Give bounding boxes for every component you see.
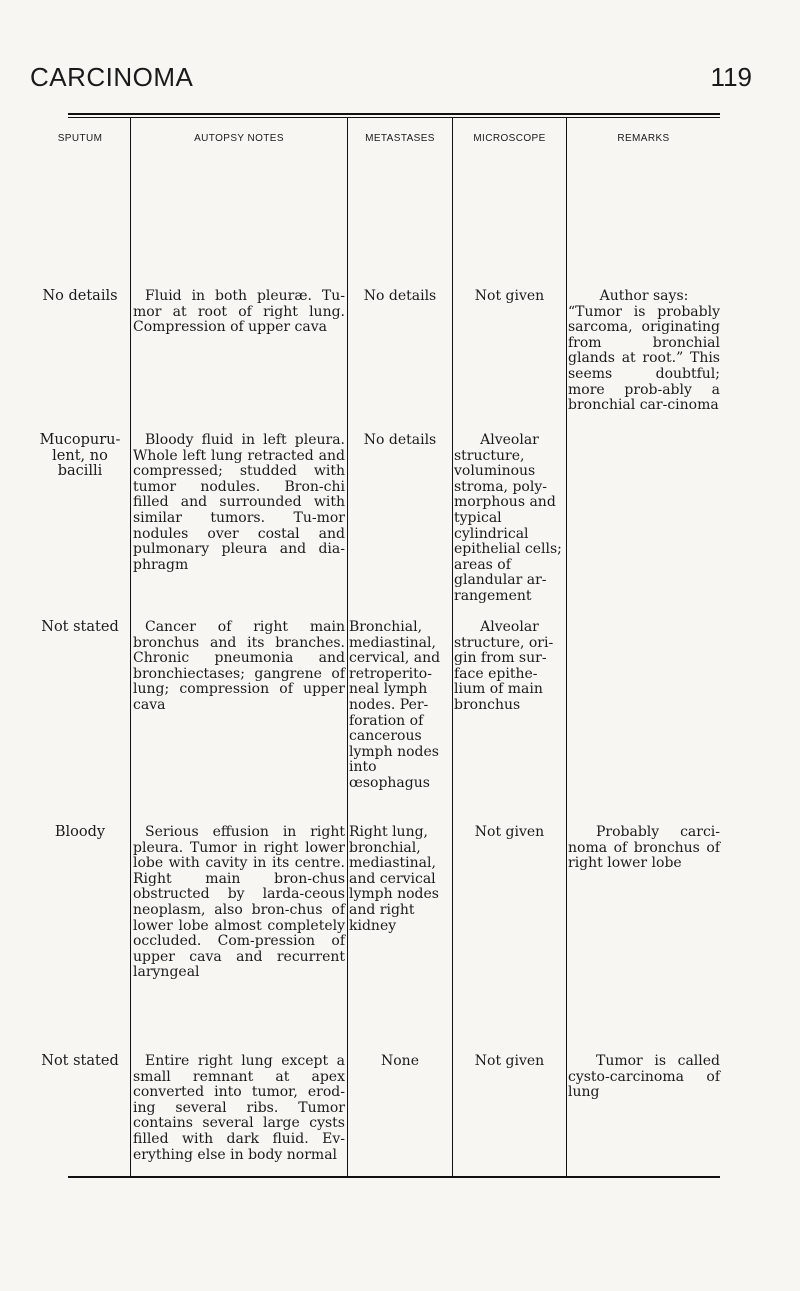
microscope-cell: Not given: [474, 288, 545, 304]
column-divider: [566, 118, 567, 1176]
metastases-cell: None: [381, 1053, 419, 1069]
column-divider: [452, 118, 453, 1176]
column-header-metastases: METASTASES: [365, 133, 435, 144]
page-header: [30, 62, 752, 102]
page-number: 119: [710, 62, 752, 92]
microscope-cell: Not given: [474, 824, 545, 840]
microscope-text: structure, ori-gin from sur-face epithe-lium of main bronchus: [454, 634, 554, 713]
microscope-cell: [454, 620, 565, 714]
sputum-cell: Not stated: [41, 619, 119, 635]
microscope-heading: Alveolar: [480, 619, 539, 635]
table-bottom-rule: [68, 1176, 720, 1178]
remarks-cell: Tumor is called cysto-carcinoma of lung: [568, 1053, 720, 1101]
table-top-rule: [68, 113, 720, 115]
column-header-microscope: MICROSCOPE: [473, 133, 546, 144]
metastases-cell: Right lung, bronchial, mediastinal, and cervical lymph nodes and right kidney: [349, 824, 439, 934]
remarks-cell: [568, 289, 720, 414]
remarks-cell: Probably carci-noma of bronchus of right lower lobe: [568, 824, 720, 872]
sputum-cell: Not stated: [41, 1053, 119, 1069]
column-divider: [130, 118, 131, 1176]
column-header-autopsy-notes: AUTOPSY NOTES: [194, 133, 284, 144]
column-divider: [347, 118, 348, 1176]
remarks-text: “Tumor is probably sarcoma, originating from bronchial glands at root.” This seems doubtful; more prob-ably a bronchial car-cinoma: [568, 303, 720, 414]
autopsy-notes-cell: Bloody fluid in left pleura. Whole left lung retracted and compressed; studded with tumor nodules. Bron-chi filled and surrounded with similar tumors. Tu-mor nodules over costal and pulmonary pleura and dia-phragm: [133, 432, 345, 573]
table-top-rule-inner: [68, 117, 720, 118]
autopsy-notes-cell: Serious effusion in right pleura. Tumor in right lower lobe with cavity in its centre. Right main bron-chus obstructed by larda-ceous neoplasm, also bron-chus of lower lobe almost completely occluded. Com-pression of upper cava and recurrent laryngeal: [133, 824, 345, 981]
column-header-remarks: REMARKS: [617, 133, 670, 144]
metastases-cell: Bronchial, mediastinal, cervical, and retroperito-neal lymph nodes. Per-foration of cancerous lymph nodes into œsophagus: [349, 619, 441, 791]
metastases-cell: No details: [363, 288, 437, 304]
autopsy-notes-cell: Entire right lung except a small remnant at apex converted into tumor, erod-ing several ribs. Tumor contains several large cysts filled with dark fluid. Ev-erything else in body normal: [133, 1053, 345, 1163]
column-header-sputum: SPUTUM: [57, 133, 103, 144]
autopsy-notes-cell: Fluid in both pleuræ. Tu-mor at root of right lung. Compression of upper cava: [133, 288, 345, 336]
microscope-cell: [454, 433, 565, 605]
metastases-cell: No details: [363, 432, 437, 448]
sputum-cell: No details: [42, 288, 118, 304]
sputum-cell: Mucopuru-lent, no bacilli: [39, 432, 121, 480]
microscope-text: structure, voluminous stroma, poly-morphous and typical cylindrical epithelial cells; areas of glandular ar-rangement: [454, 447, 562, 604]
autopsy-notes-cell: Cancer of right main bronchus and its branches. Chronic pneumonia and bronchiectases; gangrene of lung; compression of upper cava: [133, 619, 345, 713]
sputum-cell: Bloody: [54, 824, 106, 840]
remarks-heading: Author says:: [599, 288, 689, 304]
microscope-heading: Alveolar: [480, 432, 539, 448]
running-title: CARCINOMA: [30, 62, 194, 92]
microscope-cell: Not given: [474, 1053, 545, 1069]
